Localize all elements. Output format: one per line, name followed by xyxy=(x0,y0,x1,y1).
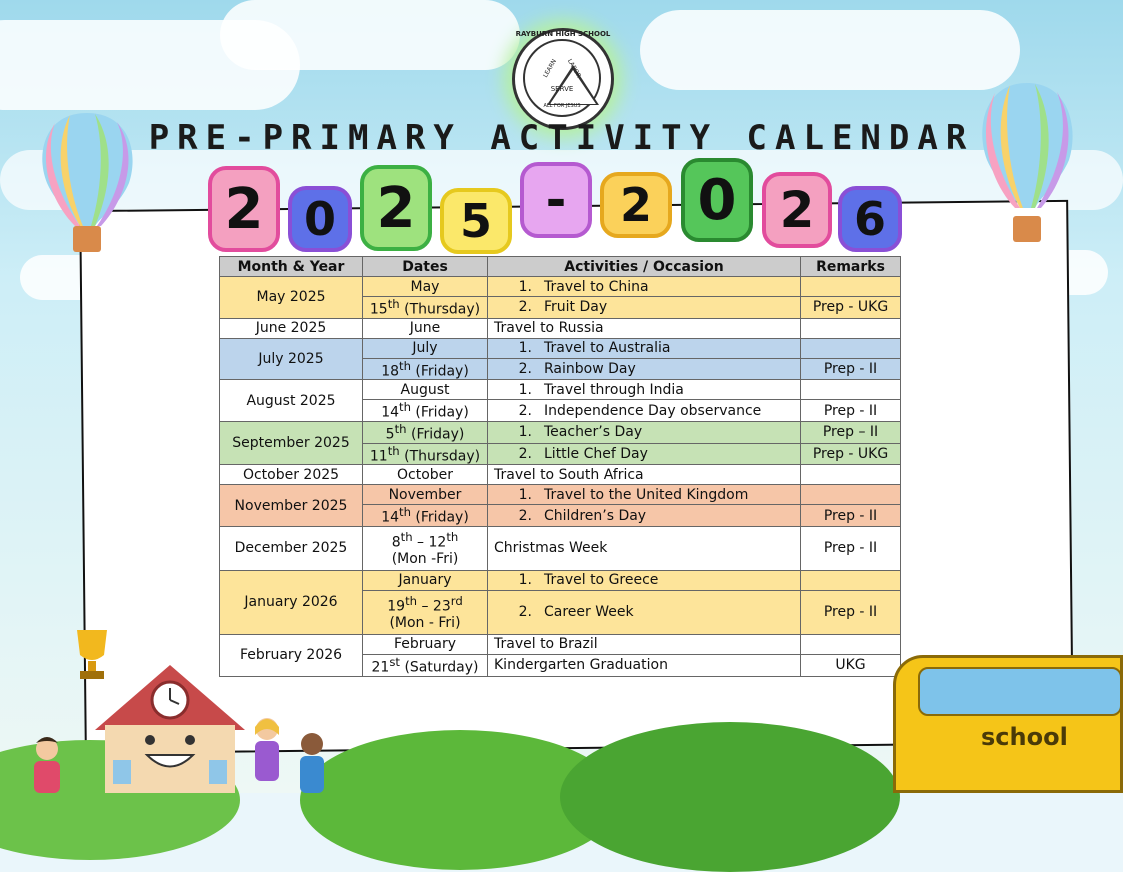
child-icon xyxy=(20,735,75,793)
date-cell: July xyxy=(363,338,488,358)
activity-text: Career Week xyxy=(544,604,634,621)
year-digit-box: 2 xyxy=(600,172,672,238)
table-row xyxy=(220,465,901,485)
activity-text: Independence Day observance xyxy=(544,402,762,419)
activity-text: Travel to the United Kingdom xyxy=(544,486,749,503)
month-cell: February 2026 xyxy=(220,634,363,676)
activity-cell: Christmas Week xyxy=(488,526,801,570)
date-cell: 21st (Saturday) xyxy=(363,654,488,676)
activity-cell xyxy=(488,485,801,505)
header-dates: Dates xyxy=(363,257,488,277)
hot-air-balloon-right-icon xyxy=(975,78,1080,243)
header-month-year: Month & Year xyxy=(220,257,363,277)
date-cell: 14th (Friday) xyxy=(363,505,488,527)
activity-cell xyxy=(488,570,801,590)
activity-cell xyxy=(488,443,801,465)
activity-cell xyxy=(488,400,801,422)
item-number: 2. xyxy=(518,445,532,462)
month-cell: January 2026 xyxy=(220,570,363,634)
table-row xyxy=(220,318,901,338)
activity-cell: Kindergarten Graduation xyxy=(488,654,801,676)
item-number: 1. xyxy=(518,424,532,441)
date-cell: 15th (Thursday) xyxy=(363,297,488,319)
item-number: 2. xyxy=(518,507,532,524)
date-cell: June xyxy=(363,318,488,338)
activity-text: Travel to Australia xyxy=(544,340,671,357)
month-cell: November 2025 xyxy=(220,485,363,527)
table-row xyxy=(220,526,901,570)
month-cell: July 2025 xyxy=(220,338,363,380)
year-digit-box: 0 xyxy=(288,186,352,252)
school-bus xyxy=(893,655,1123,793)
logo-school-name: RAYBURN HIGH SCHOOL xyxy=(515,30,611,38)
table-row xyxy=(220,485,901,505)
child-icon xyxy=(245,715,290,793)
table-row xyxy=(220,338,901,358)
table-row xyxy=(220,634,901,654)
month-cell: May 2025 xyxy=(220,277,363,319)
item-number: 1. xyxy=(518,572,532,589)
remarks-cell xyxy=(801,338,901,358)
activity-text: Travel to Greece xyxy=(544,572,659,589)
page-title: PRE-PRIMARY ACTIVITY CALENDAR xyxy=(148,118,975,158)
date-cell: October xyxy=(363,465,488,485)
remarks-cell: Prep - II xyxy=(801,526,901,570)
remarks-cell xyxy=(801,318,901,338)
month-cell: September 2025 xyxy=(220,421,363,464)
remarks-cell: Prep - UKG xyxy=(801,443,901,465)
month-cell: August 2025 xyxy=(220,380,363,422)
item-number: 1. xyxy=(518,381,532,398)
activity-cell xyxy=(488,421,801,443)
green-hill xyxy=(560,722,900,872)
activity-cell: Travel to Brazil xyxy=(488,634,801,654)
remarks-cell xyxy=(801,277,901,297)
table-row xyxy=(220,277,901,297)
bus-label: school xyxy=(981,723,1068,751)
date-cell: May xyxy=(363,277,488,297)
logo-word-serve: SERVE xyxy=(550,85,574,93)
date-cell: August xyxy=(363,380,488,400)
logo-word-labor: LABOR xyxy=(565,57,583,80)
bus-window-row xyxy=(918,667,1122,716)
remarks-cell xyxy=(801,380,901,400)
activity-cell: Travel to Russia xyxy=(488,318,801,338)
activity-text: Little Chef Day xyxy=(544,445,648,462)
remarks-cell: Prep – II xyxy=(801,421,901,443)
cloud xyxy=(640,10,1020,90)
cloud xyxy=(220,0,520,70)
year-digit-box: 6 xyxy=(838,186,902,252)
activity-text: Fruit Day xyxy=(544,299,608,316)
remarks-cell: Prep - II xyxy=(801,400,901,422)
date-cell: 5th (Friday) xyxy=(363,421,488,443)
remarks-cell xyxy=(801,570,901,590)
remarks-cell: Prep - UKG xyxy=(801,297,901,319)
item-number: 1. xyxy=(518,278,532,295)
year-digit-box: 2 xyxy=(360,165,432,251)
month-cell: December 2025 xyxy=(220,526,363,570)
header-remarks: Remarks xyxy=(801,257,901,277)
activity-cell xyxy=(488,505,801,527)
year-digit-box: 0 xyxy=(681,158,753,242)
activity-cell xyxy=(488,358,801,380)
trophy-icon xyxy=(62,625,122,685)
logo-inner-ring xyxy=(523,39,601,117)
date-cell: 19th – 23rd (Mon - Fri) xyxy=(363,590,488,634)
child-icon xyxy=(292,730,332,793)
year-digit-box: 2 xyxy=(762,172,832,248)
month-cell: October 2025 xyxy=(220,465,363,485)
remarks-cell xyxy=(801,485,901,505)
year-digit-box: 2 xyxy=(208,166,280,252)
activity-cell xyxy=(488,277,801,297)
item-number: 2. xyxy=(518,402,532,419)
date-cell: 8th – 12th (Mon -Fri) xyxy=(363,526,488,570)
activity-cell xyxy=(488,380,801,400)
activity-cell xyxy=(488,297,801,319)
date-cell: February xyxy=(363,634,488,654)
school-logo xyxy=(512,28,614,130)
month-cell: June 2025 xyxy=(220,318,363,338)
year-digit-box: 5 xyxy=(440,188,512,254)
activity-text: Travel to China xyxy=(544,278,649,295)
activity-cell xyxy=(488,590,801,634)
remarks-cell: Prep - II xyxy=(801,358,901,380)
remarks-cell: Prep - II xyxy=(801,590,901,634)
item-number: 1. xyxy=(518,340,532,357)
activity-text: Children’s Day xyxy=(544,507,647,524)
date-cell: 18th (Friday) xyxy=(363,358,488,380)
activity-text: Teacher’s Day xyxy=(544,424,643,441)
date-cell: 14th (Friday) xyxy=(363,400,488,422)
table-header-row xyxy=(220,257,901,277)
year-digit-box: - xyxy=(520,162,592,238)
table-row xyxy=(220,570,901,590)
activity-text: Travel through India xyxy=(544,381,684,398)
logo-word-learn: LEARN xyxy=(541,58,559,79)
remarks-cell xyxy=(801,465,901,485)
item-number: 2. xyxy=(518,360,532,377)
date-cell: 11th (Thursday) xyxy=(363,443,488,465)
remarks-cell: Prep - II xyxy=(801,505,901,527)
item-number: 2. xyxy=(518,604,532,621)
activity-cell: Travel to South Africa xyxy=(488,465,801,485)
date-cell: January xyxy=(363,570,488,590)
activity-text: Rainbow Day xyxy=(544,360,636,377)
remarks-cell: UKG xyxy=(801,654,901,676)
table-row xyxy=(220,380,901,400)
item-number: 1. xyxy=(518,486,532,503)
item-number: 2. xyxy=(518,299,532,316)
table-row xyxy=(220,421,901,443)
activity-calendar-table xyxy=(219,256,901,677)
date-cell: November xyxy=(363,485,488,505)
logo-motto: ALL FOR JESUS xyxy=(543,103,581,109)
activity-cell xyxy=(488,338,801,358)
remarks-cell xyxy=(801,634,901,654)
header-activities: Activities / Occasion xyxy=(488,257,801,277)
